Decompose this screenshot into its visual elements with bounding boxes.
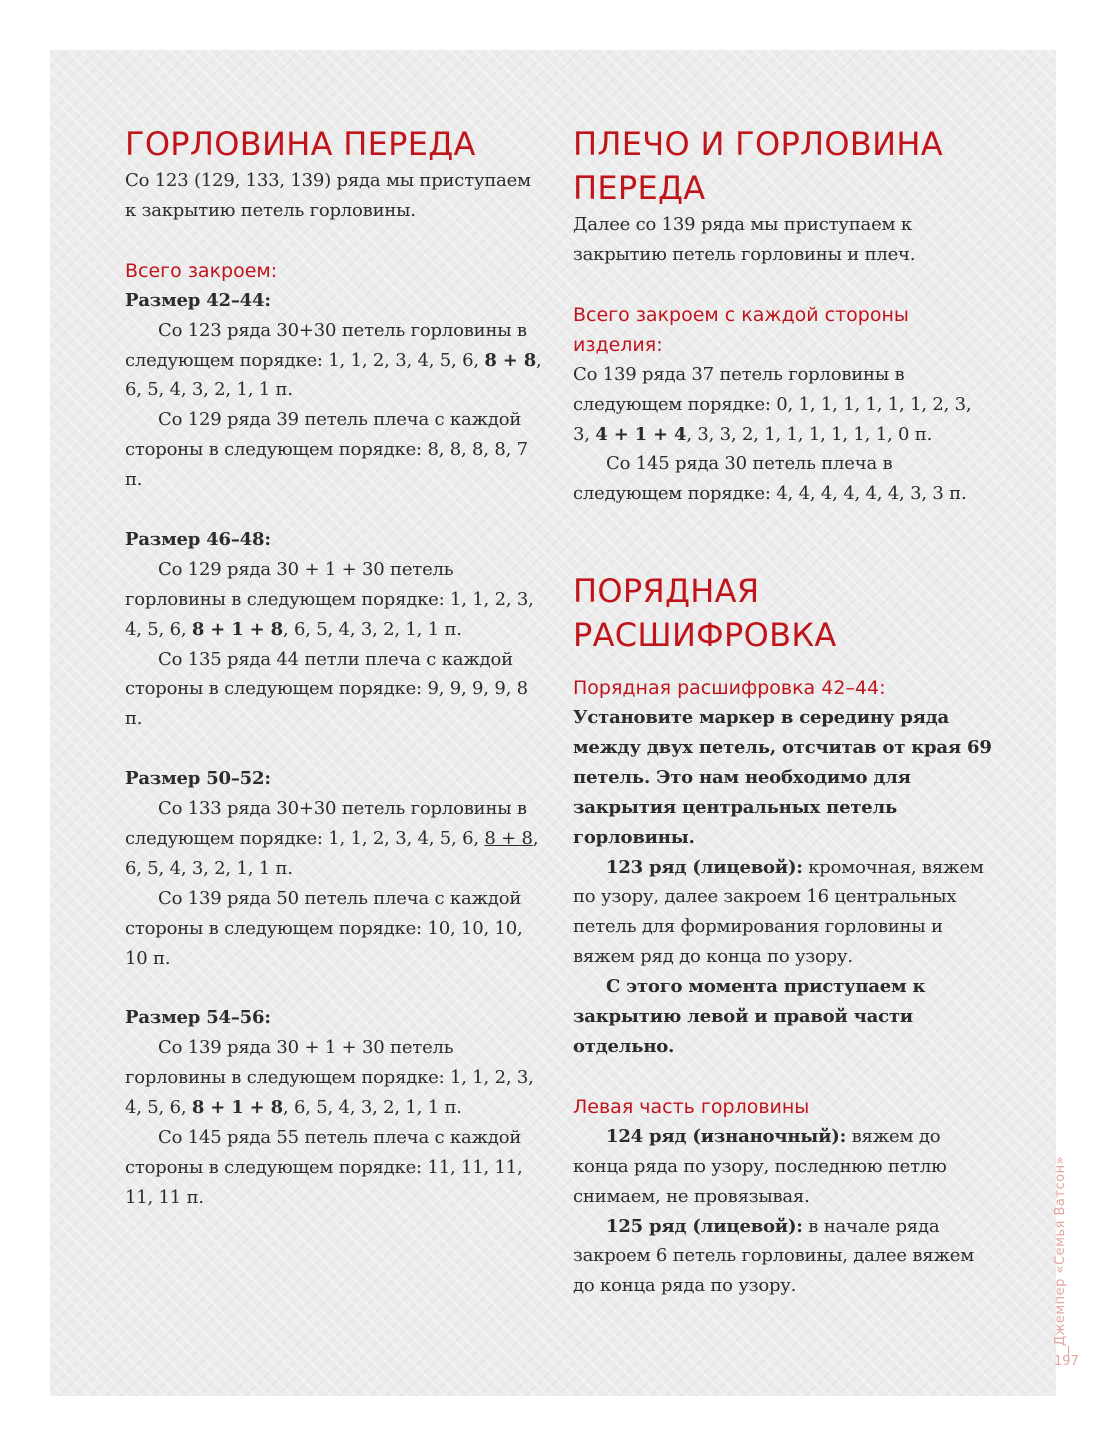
- separate-parts-note: С этого момента приступаем к закрытию левой и правой части отдельно.: [573, 976, 926, 1057]
- left-column: [125, 122, 545, 1213]
- right-intro: Далее со 139 ряда мы приступаем к закрытию петель горловины и плеч.: [573, 214, 916, 265]
- subheading-left-neck-part: Левая часть горловины: [573, 1095, 810, 1118]
- size-42-44-shoulder: Со 129 ряда 39 петель плеча с каждой стороны в следующем порядке: 8, 8, 8, 8, 7 п.: [125, 409, 528, 491]
- row-124: 124 ряд (изнаночный): вяжем до конца ряда по узору, последнюю петлю снимаем, не провязывая.: [573, 1125, 947, 1207]
- marker-instruction: Установите маркер в середину ряда между двух петель, отсчитав от края 69 петель. Это нам необходимо для закрытия центральных петель горловины.: [573, 707, 992, 848]
- heading-front-neckline: ГОРЛОВИНА ПЕРЕДА: [125, 125, 476, 163]
- size-50-52-neck: Со 133 ряда 30+30 петель горловины в следующем порядке: 1, 1, 2, 3, 4, 5, 6, 8 + 8, 6, 5, 4, 3, 2, 1, 1 п.: [125, 798, 539, 879]
- heading-row-by-row: ПОРЯДНАЯ РАСШИФРОВКА: [573, 572, 837, 655]
- book-page: [50, 50, 1079, 1396]
- subheading-total-close: Всего закроем:: [125, 259, 278, 282]
- size-label-42-44: Размер 42–44:: [125, 289, 271, 311]
- size-42-44-neck: Со 123 ряда 30+30 петель горловины в следующем порядке: 1, 1, 2, 3, 4, 5, 6, 8 + 8, 6, 5, 4, 3, 2, 1, 1 п.: [125, 319, 542, 401]
- row-123: 123 ряд (лицевой): кромочная, вяжем по узору, далее закроем 16 центральных петель для формирования горловины и вяжем ряд до конца по узору.: [573, 856, 984, 968]
- shoulder-sequence: Со 145 ряда 30 петель плеча в следующем порядке: 4, 4, 4, 4, 4, 4, 3, 3 п.: [573, 453, 967, 505]
- size-54-56-neck: Со 139 ряда 30 + 1 + 30 петель горловины в следующем порядке: 1, 1, 2, 3, 4, 5, 6, 8 + 1 + 8, 6, 5, 4, 3, 2, 1, 1 п.: [125, 1037, 534, 1119]
- running-title: Джемпер «Семья Ватсон»: [1053, 1155, 1068, 1346]
- page-number: 197: [1054, 1354, 1079, 1369]
- right-column: [573, 122, 993, 1301]
- size-label-46-48: Размер 46–48:: [125, 528, 271, 550]
- size-label-54-56: Размер 54–56:: [125, 1007, 271, 1029]
- heading-shoulder-neckline: ПЛЕЧО И ГОРЛОВИНА ПЕРЕДА: [573, 125, 943, 207]
- size-46-48-shoulder: Со 135 ряда 44 петли плеча с каждой стороны в следующем порядке: 9, 9, 9, 9, 8 п.: [125, 648, 528, 730]
- size-50-52-shoulder: Со 139 ряда 50 петель плеча с каждой стороны в следующем порядке: 10, 10, 10, 10 п.: [125, 887, 523, 969]
- size-label-50-52: Размер 50–52:: [125, 768, 271, 790]
- size-46-48-neck: Со 129 ряда 30 + 1 + 30 петель горловины в следующем порядке: 1, 1, 2, 3, 4, 5, 6, 8 + 1 + 8, 6, 5, 4, 3, 2, 1, 1 п.: [125, 558, 534, 640]
- size-54-56-shoulder: Со 145 ряда 55 петель плеча с каждой стороны в следующем порядке: 11, 11, 11, 11, 11 п.: [125, 1127, 523, 1208]
- left-intro: Со 123 (129, 133, 139) ряда мы приступаем к закрытию петель горловины.: [125, 170, 531, 221]
- subheading-each-side: Всего закроем с каждой стороны изделия:: [573, 303, 909, 356]
- neck-sequence: Со 139 ряда 37 петель горловины в следующем порядке: 0, 1, 1, 1, 1, 1, 1, 2, 3, 3, 4 + 1 + 4, 3, 3, 2, 1, 1, 1, 1, 1, 1, 0 п.: [573, 363, 972, 445]
- row-125: 125 ряд (лицевой): в начале ряда закроем 6 петель горловины, далее вяжем до конца ряда по узору.: [573, 1215, 975, 1297]
- subheading-row-by-row-42-44: Порядная расшифровка 42–44:: [573, 677, 886, 700]
